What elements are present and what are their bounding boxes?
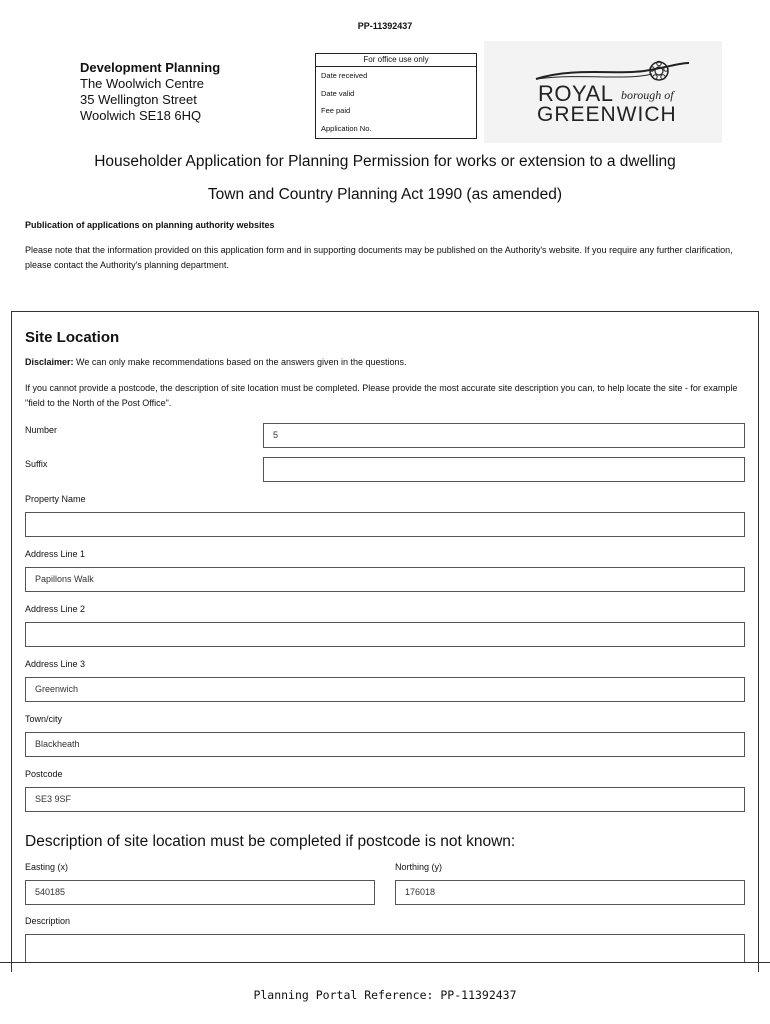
logo-greenwich: GREENWICH bbox=[537, 103, 677, 126]
easting-field[interactable]: 540185 bbox=[25, 880, 375, 905]
number-label: Number bbox=[25, 425, 58, 435]
logo-borough: borough of bbox=[621, 88, 674, 102]
office-row: Date valid bbox=[321, 88, 355, 98]
postcode-field[interactable]: SE3 9SF bbox=[25, 787, 745, 812]
address-line: The Woolwich Centre bbox=[80, 76, 205, 91]
town-field[interactable]: Blackheath bbox=[25, 732, 745, 757]
address-line: 35 Wellington Street bbox=[80, 92, 197, 107]
address-line-3-field[interactable]: Greenwich bbox=[25, 677, 745, 702]
department-address bbox=[80, 60, 220, 124]
description-field[interactable] bbox=[25, 934, 745, 962]
section-title: Site Location bbox=[25, 329, 120, 346]
help-text: If you cannot provide a postcode, the description of site location must be completed. Please provide the most accurate site description you can, to help locate the site - for example "field to the North of the Post Office". bbox=[25, 383, 738, 408]
reference-number: PP-11392437 bbox=[357, 21, 413, 31]
postcode-label: Postcode bbox=[25, 769, 63, 779]
suffix-field[interactable] bbox=[263, 457, 745, 482]
office-row: Application No. bbox=[321, 123, 372, 133]
publication-heading: Publication of applications on planning authority websites bbox=[25, 220, 275, 230]
suffix-label: Suffix bbox=[25, 459, 48, 469]
location-subtitle: Description of site location must be completed if postcode is not known: bbox=[25, 833, 516, 850]
number-field[interactable]: 5 bbox=[263, 423, 745, 448]
office-row: Fee paid bbox=[321, 106, 351, 115]
publication-text: Please note that the information provided on this application form and in supporting documents may be published on the Authority's website. If you require any further clarification, please contact the Authority's planning department. bbox=[25, 245, 733, 270]
address-line-3-label: Address Line 3 bbox=[25, 659, 86, 669]
disclaimer bbox=[25, 357, 407, 367]
northing-label: Northing (y) bbox=[395, 862, 443, 872]
office-row: Date received bbox=[321, 71, 368, 80]
town-label: Town/city bbox=[25, 714, 63, 724]
address-line: Woolwich SE18 6HQ bbox=[80, 108, 202, 123]
description-label: Description bbox=[25, 916, 71, 926]
page-divider bbox=[0, 962, 770, 963]
act-title: Town and Country Planning Act 1990 (as amended) bbox=[207, 186, 563, 203]
royal-greenwich-logo bbox=[484, 41, 722, 143]
easting-label: Easting (x) bbox=[25, 862, 69, 872]
disclaimer-text: We can only make recommendations based on the answers given in the questions. bbox=[73, 357, 407, 367]
department-title: Development Planning bbox=[80, 60, 221, 75]
northing-field[interactable]: 176018 bbox=[395, 880, 745, 905]
office-use-box bbox=[315, 53, 477, 139]
logo-royal: ROYAL bbox=[538, 81, 614, 106]
property-name-field[interactable] bbox=[25, 512, 745, 537]
property-name-label: Property Name bbox=[25, 494, 86, 504]
address-line-1-label: Address Line 1 bbox=[25, 549, 86, 559]
office-use-heading: For office use only bbox=[316, 54, 476, 67]
form-title: Householder Application for Planning Permission for works or extension to a dwelling bbox=[94, 153, 676, 170]
footer-reference: Planning Portal Reference: PP-11392437 bbox=[253, 988, 517, 1002]
address-line-2-field[interactable] bbox=[25, 622, 745, 647]
address-line-1-field[interactable]: Papillons Walk bbox=[25, 567, 745, 592]
address-line-2-label: Address Line 2 bbox=[25, 604, 86, 614]
disclaimer-label: Disclaimer: bbox=[25, 357, 74, 367]
